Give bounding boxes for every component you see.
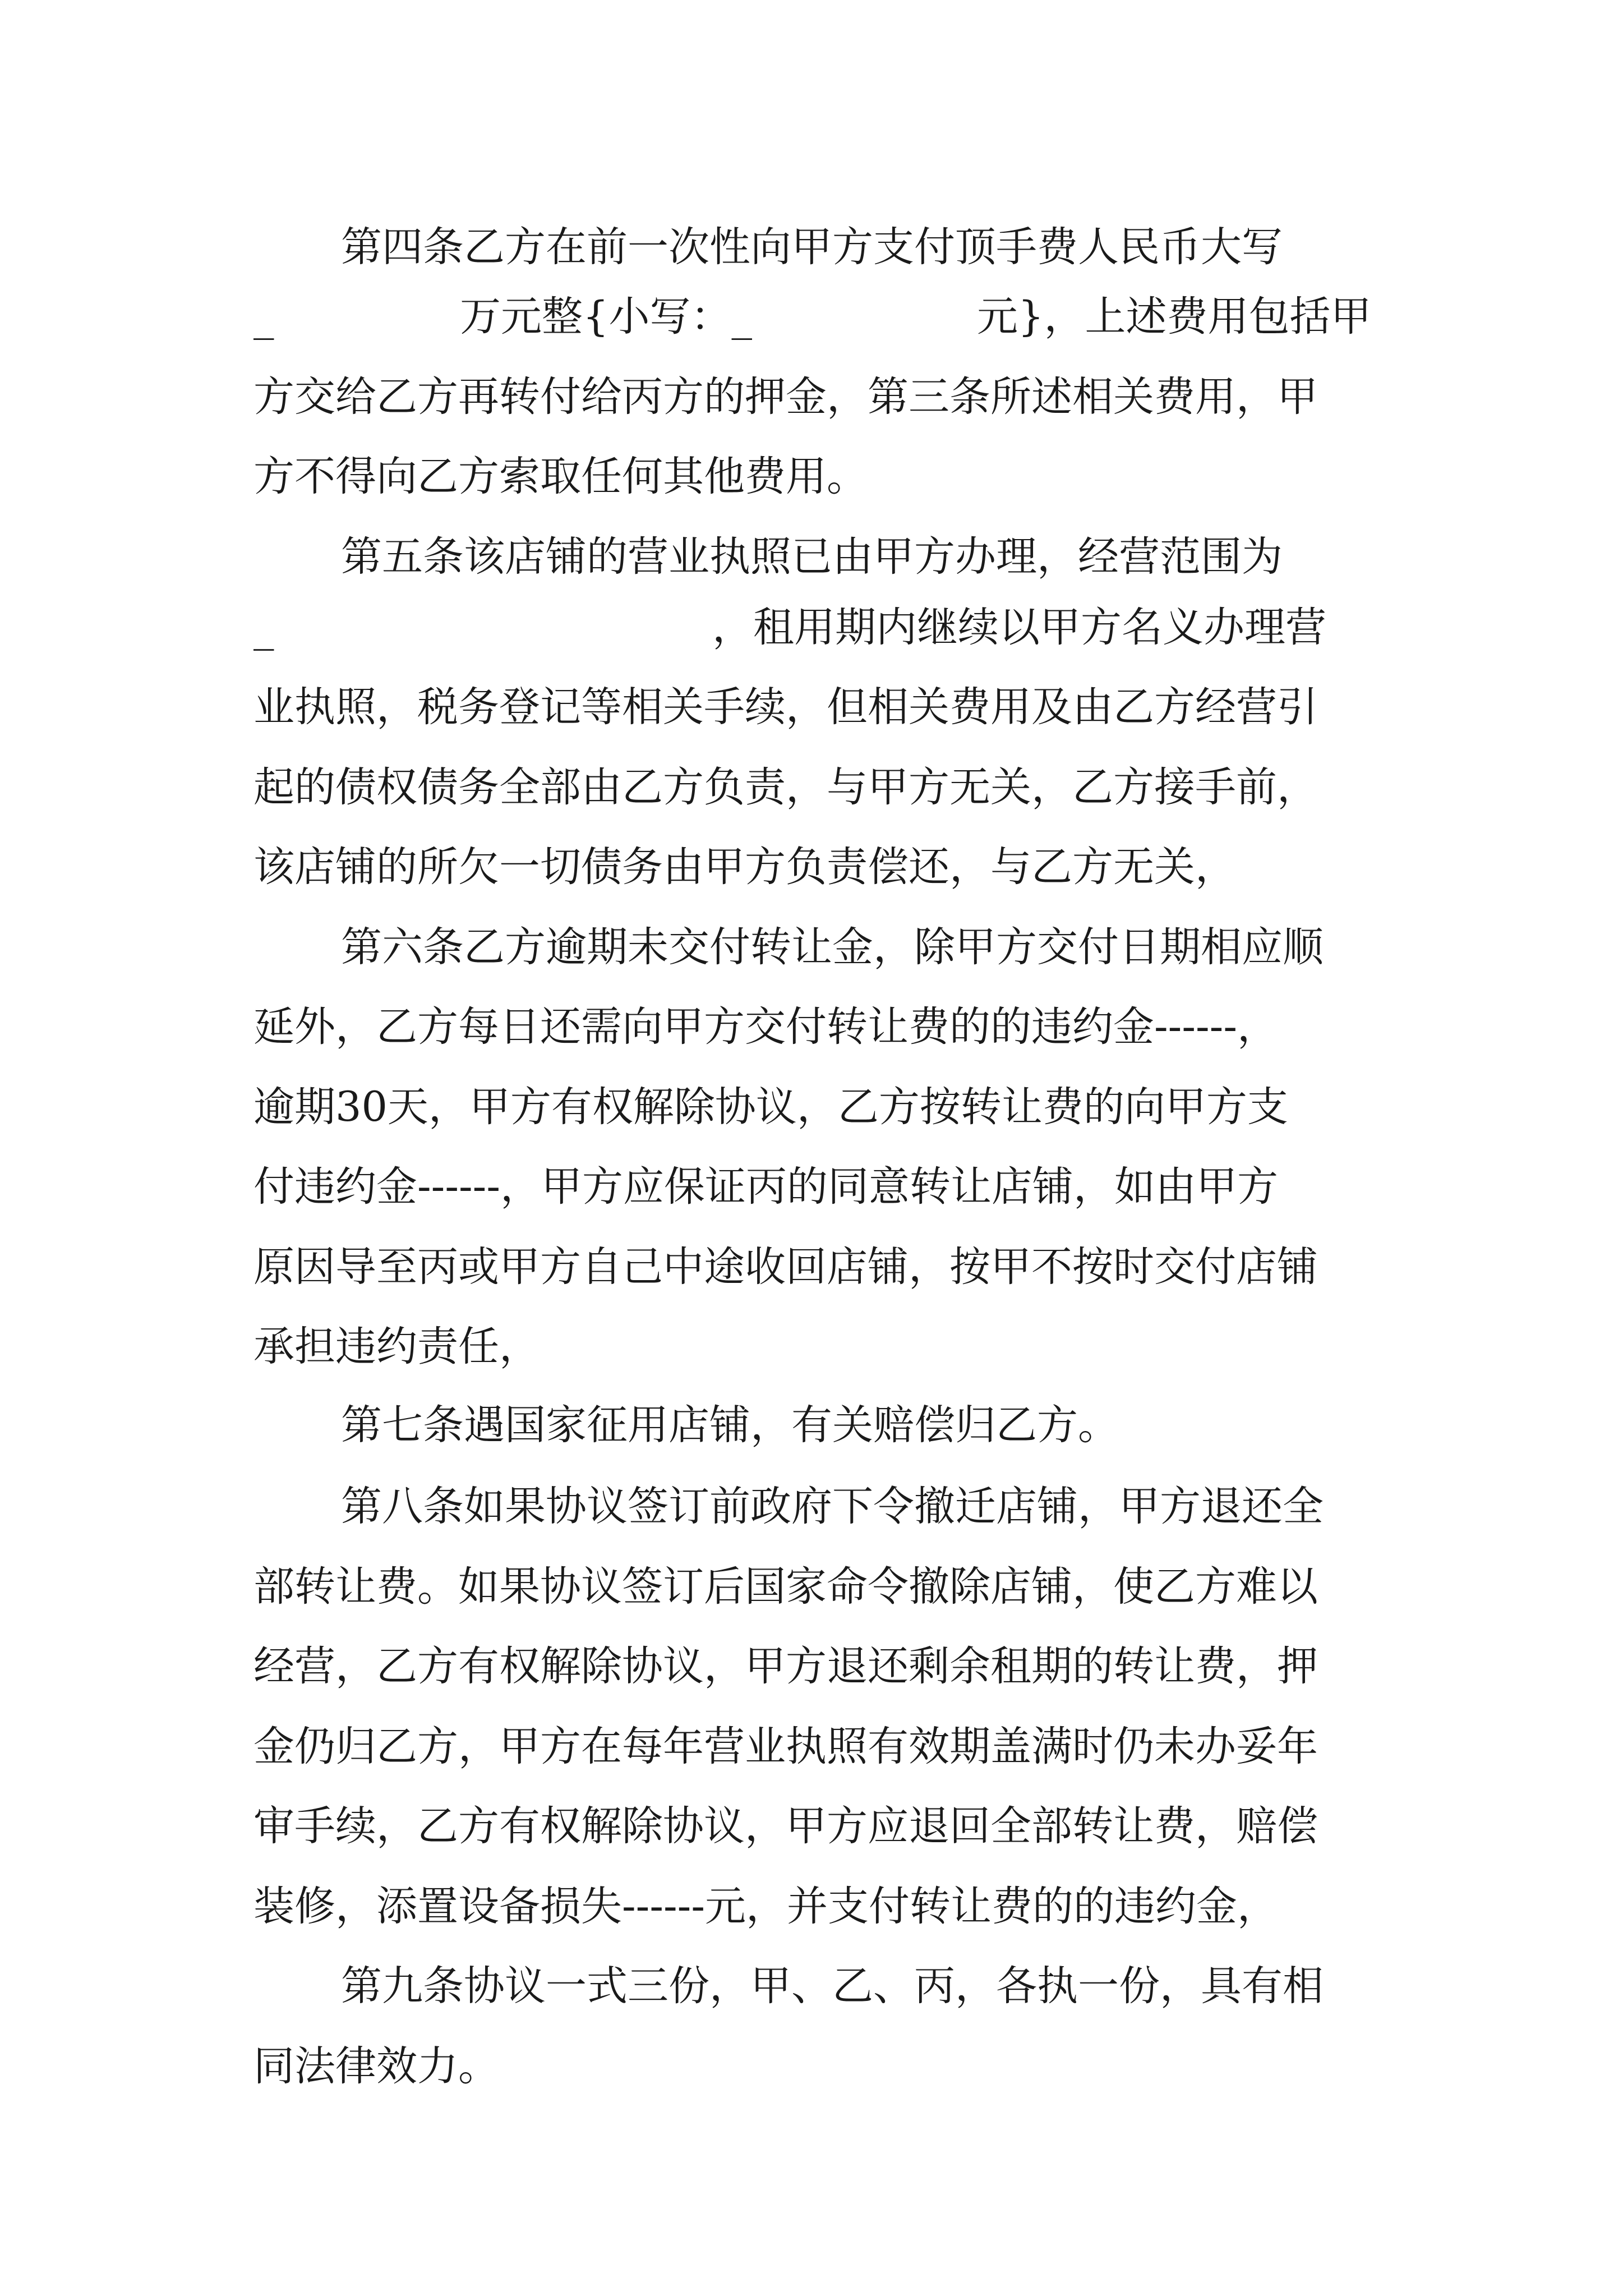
text-line	[0, 1159, 1623, 1215]
article-6-heading-line: 第六条乙方逾期未交付转让金，除甲方交付日期相应顺	[341, 923, 1324, 971]
text-line	[0, 369, 1623, 425]
text-line	[0, 1397, 1623, 1453]
paragraph-text: 付违约金------，甲方应保证丙的同意转让店铺，如由甲方	[253, 1163, 1278, 1211]
paragraph-text: ，租用期内继续以甲方名义办理营	[712, 604, 1326, 651]
paragraph-text: 该店铺的所欠一切债务由甲方负责偿还，与乙方无关，	[253, 843, 1236, 891]
text-line	[0, 1559, 1623, 1615]
article-5-heading-line: 第五条该店铺的营业执照已由甲方办理，经营范围为	[341, 533, 1283, 581]
text-line	[0, 1239, 1623, 1295]
text-line	[0, 2039, 1623, 2095]
article-7-heading-line: 第七条遇国家征用店铺，有关赔偿归乙方。	[341, 1401, 1119, 1449]
paragraph-text: 承担违约责任，	[253, 1323, 540, 1370]
text-line	[0, 219, 1623, 275]
article-8-heading-line: 第八条如果协议签订前政府下令撤迁店铺，甲方退还全	[341, 1483, 1324, 1530]
paragraph-text: 起的债权债务全部由乙方负责，与甲方无关，乙方接手前，	[253, 763, 1318, 811]
paragraph-text: 方交给乙方再转付给丙方的押金，第三条所述相关费用，甲	[253, 373, 1318, 421]
text-line	[0, 999, 1623, 1055]
paragraph-text: 原因导至丙或甲方自己中途收回店铺，按甲不按时交付店铺	[253, 1243, 1318, 1291]
text-line	[0, 1719, 1623, 1775]
amount-text-end: 元}，上述费用包括甲	[977, 293, 1372, 341]
blank-underscore: _	[253, 293, 274, 341]
text-line	[0, 1079, 1623, 1135]
paragraph-text: 部转让费。如果协议签订后国家命令撤除店铺，使乙方难以	[253, 1563, 1318, 1611]
text-line	[0, 449, 1623, 505]
text-line	[0, 529, 1623, 585]
text-line	[0, 1958, 1623, 2014]
text-line	[0, 679, 1623, 735]
text-line	[0, 1798, 1623, 1855]
text-line	[0, 600, 1623, 656]
paragraph-text: 方不得向乙方索取任何其他费用。	[253, 453, 868, 500]
paragraph-text: 装修，添置设备损失------元，并支付转让费的的违约金，	[253, 1883, 1278, 1930]
text-line	[0, 1319, 1623, 1375]
paragraph-text: 经营，乙方有权解除协议，甲方退还剩余租期的转让费，押	[253, 1642, 1318, 1690]
article-4-heading-line: 第四条乙方在前一次性向甲方支付顶手费人民币大写	[341, 223, 1283, 271]
paragraph-text: 审手续，乙方有权解除协议，甲方应退回全部转让费，赔偿	[253, 1802, 1318, 1850]
text-line	[0, 839, 1623, 895]
paragraph-text: 同法律效力。	[253, 2042, 499, 2090]
blank-underscore: _	[253, 604, 274, 651]
paragraph-text: 金仍归乙方，甲方在每年营业执照有效期盖满时仍未办妥年	[253, 1723, 1318, 1770]
text-line	[0, 919, 1623, 976]
text-line	[0, 1479, 1623, 1535]
text-line	[0, 760, 1623, 816]
paragraph-text: 业执照，税务登记等相关手续，但相关费用及由乙方经营引	[253, 683, 1318, 731]
amount-text: 万元整{小写：_	[460, 293, 752, 341]
text-line	[0, 1639, 1623, 1695]
text-line	[0, 289, 1623, 345]
paragraph-text: 延外，乙方每日还需向甲方交付转让费的的违约金------，	[253, 1003, 1278, 1051]
paragraph-text: 逾期30天，甲方有权解除协议，乙方按转让费的向甲方支	[253, 1083, 1288, 1131]
text-line	[0, 1879, 1623, 1935]
article-9-heading-line: 第九条协议一式三份，甲、乙、丙，各执一份，具有相	[341, 1962, 1324, 2010]
